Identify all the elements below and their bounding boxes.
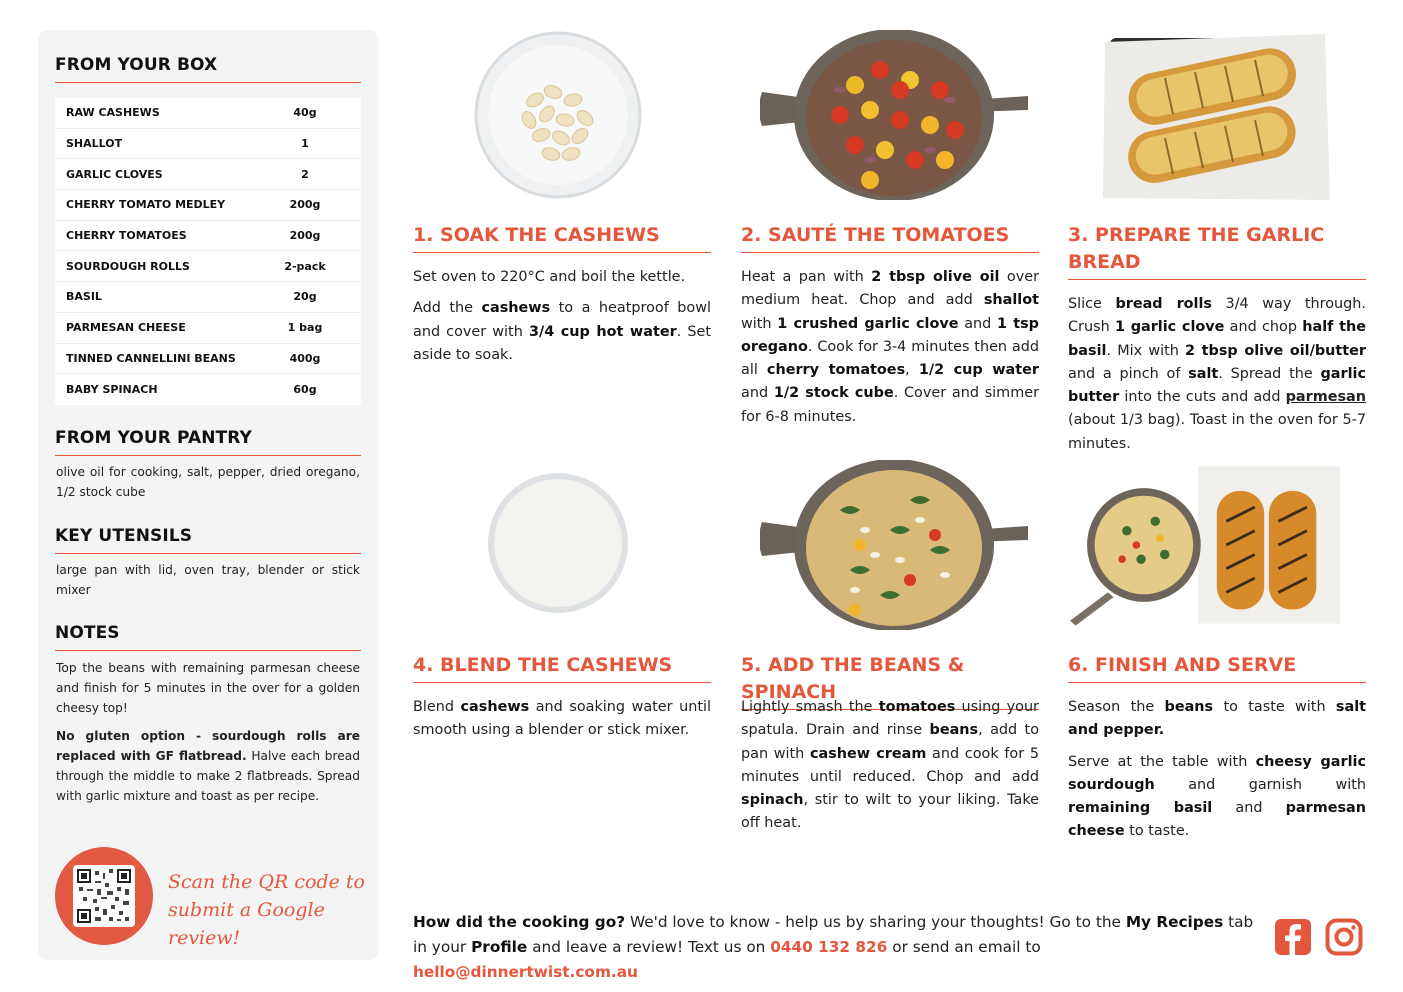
table-row xyxy=(55,282,361,313)
divider xyxy=(55,455,361,456)
qr-caption-line: submit a Google review! xyxy=(168,899,325,949)
table-row xyxy=(55,159,361,190)
ingredient-qty: 200g xyxy=(289,198,321,212)
qr-code-icon[interactable] xyxy=(73,865,135,927)
step-text: Add the cashews to a heatproof bowl and cover with 3/4 cup hot water. Set aside to soak. xyxy=(413,300,712,363)
ingredient-qty: 20g xyxy=(293,290,317,304)
cashew-cream-bowl-image xyxy=(425,460,695,630)
footer-lead: How did the cooking go? xyxy=(413,913,626,931)
profile-link[interactable]: Profile xyxy=(471,938,528,956)
ingredient-name: TINNED CANNELLINI BEANS xyxy=(66,351,236,365)
ingredient-qty: 200g xyxy=(289,229,321,243)
from-box-title: FROM YOUR BOX xyxy=(55,55,218,75)
step-text: Set oven to 220°C and boil the kettle. xyxy=(413,269,686,285)
beans-spinach-pan-image xyxy=(760,460,1030,630)
finished-dish-image xyxy=(1070,460,1340,630)
qr-caption xyxy=(168,868,368,952)
step-text: Lightly smash the tomatoes using your spatula. Drain and rinse beans, add to pan with cashew cream and cook for 5 minutes until reduced. Chop and add spinach, stir to wilt to your liking. Take off heat. xyxy=(741,699,1039,832)
table-row xyxy=(55,129,361,160)
qr-caption-line: Scan the QR code to xyxy=(168,871,365,893)
step-text: Slice bread rolls 3/4 way through. Crush 1 garlic clove and chop half the basil. Mix with 2 tbsp olive oil/butter and a pinch of salt. Spread the garlic butter into the cuts and add parmesan (about 1/3 bag). Toast in the oven for 5-7 minutes. xyxy=(1068,296,1367,452)
step-3-title: 3. PREPARE THE GARLIC BREAD xyxy=(1068,222,1366,280)
ingredient-name: BABY SPINACH xyxy=(66,383,158,397)
step-2-title: 2. SAUTÉ THE TOMATOES xyxy=(741,222,1039,253)
pantry-text: olive oil for cooking, salt, pepper, dried oregano, 1/2 stock cube xyxy=(56,465,360,499)
step-6-body xyxy=(1068,696,1366,852)
step-text: Serve at the table with cheesy garlic sourdough and garnish with remaining basil and parmesan cheese to taste. xyxy=(1068,753,1366,840)
step-text: Heat a pan with 2 tbsp olive oil over medium heat. Chop and add shallot with 1 crushed garlic clove and 1 tsp oregano. Cook for 3-4 minutes then add all cherry tomatoes, 1/2 cup water and 1/2 stock cube. Cover and simmer for 6-8 minutes. xyxy=(741,269,1040,425)
table-row xyxy=(55,221,361,252)
divider xyxy=(55,82,361,83)
utensils-text: large pan with lid, oven tray, blender or stick mixer xyxy=(56,563,360,597)
step-2-body xyxy=(741,266,1039,437)
ingredient-qty: 1 xyxy=(301,137,309,151)
instagram-icon[interactable] xyxy=(1325,918,1363,956)
notes-title: NOTES xyxy=(55,623,120,643)
ingredient-name: CHERRY TOMATOES xyxy=(66,229,187,243)
notes-text xyxy=(56,658,360,814)
facebook-icon[interactable] xyxy=(1274,918,1312,956)
table-row xyxy=(55,313,361,344)
ingredient-name: PARMESAN CHEESE xyxy=(66,321,186,335)
step-3-body xyxy=(1068,293,1366,464)
ingredient-name: SOURDOUGH ROLLS xyxy=(66,259,190,273)
divider xyxy=(55,553,361,554)
ingredient-name: GARLIC CLOVES xyxy=(66,167,163,181)
notes-bold: No gluten option - sourdough rolls are replaced with GF flatbread. xyxy=(56,729,360,763)
divider xyxy=(55,650,361,651)
email-link[interactable]: hello@dinnertwist.com.au xyxy=(413,963,638,981)
ingredient-qty: 400g xyxy=(289,351,321,365)
step-text: Season the beans to taste with salt and pepper. xyxy=(1068,699,1367,739)
feedback-footer: How did the cooking go? We'd love to know - help us by sharing your thoughts! Go to the My Recipes tab in your Profile and leave a review! Text us on 0440 132 826 or send an email to hello@dinnertwist.com.au xyxy=(413,913,1254,981)
step-5-body xyxy=(741,696,1039,844)
step-6-title: 6. FINISH AND SERVE xyxy=(1068,652,1366,683)
qr-badge[interactable] xyxy=(55,847,153,945)
utensils-title: KEY UTENSILS xyxy=(55,526,193,546)
ingredient-qty: 2-pack xyxy=(284,259,326,273)
step-1-title: 1. SOAK THE CASHEWS xyxy=(413,222,711,253)
ingredient-qty: 40g xyxy=(293,106,317,120)
step-4-title: 4. BLEND THE CASHEWS xyxy=(413,652,711,683)
ingredient-name: CHERRY TOMATO MEDLEY xyxy=(66,198,226,212)
step-text: Blend cashews and soaking water until smooth using a blender or stick mixer. xyxy=(413,699,711,739)
ingredient-name: RAW CASHEWS xyxy=(66,106,160,120)
table-row xyxy=(55,344,361,375)
ingredient-name: BASIL xyxy=(66,290,102,304)
table-row xyxy=(55,190,361,221)
table-row xyxy=(55,251,361,282)
ingredient-qty: 2 xyxy=(301,167,309,181)
pantry-title: FROM YOUR PANTRY xyxy=(55,428,252,448)
ingredients-table xyxy=(55,98,361,405)
ingredient-qty: 60g xyxy=(293,383,317,397)
my-recipes-link[interactable]: My Recipes xyxy=(1125,913,1224,931)
garlic-bread-tray-image xyxy=(1085,30,1355,200)
notes-paragraph xyxy=(56,726,360,806)
sidebar xyxy=(38,30,379,960)
tomatoes-pan-image xyxy=(760,30,1030,200)
step-5-title: 5. ADD THE BEANS & SPINACH xyxy=(741,652,1039,710)
cashews-bowl-image xyxy=(425,30,695,200)
notes-rest: Halve each bread through the middle to make 2 flatbreads. Spread with garlic mixture and toast as per recipe. xyxy=(56,749,360,803)
table-row xyxy=(55,374,361,405)
phone-link[interactable]: 0440 132 826 xyxy=(770,938,888,956)
table-row xyxy=(55,98,361,129)
ingredient-name: SHALLOT xyxy=(66,137,123,151)
notes-paragraph: Top the beans with remaining parmesan cheese and finish for 5 minutes in the over for a golden cheesy top! xyxy=(56,661,360,715)
step-1-body xyxy=(413,266,711,375)
step-4-body xyxy=(413,696,711,751)
ingredient-qty: 1 bag xyxy=(287,321,323,335)
